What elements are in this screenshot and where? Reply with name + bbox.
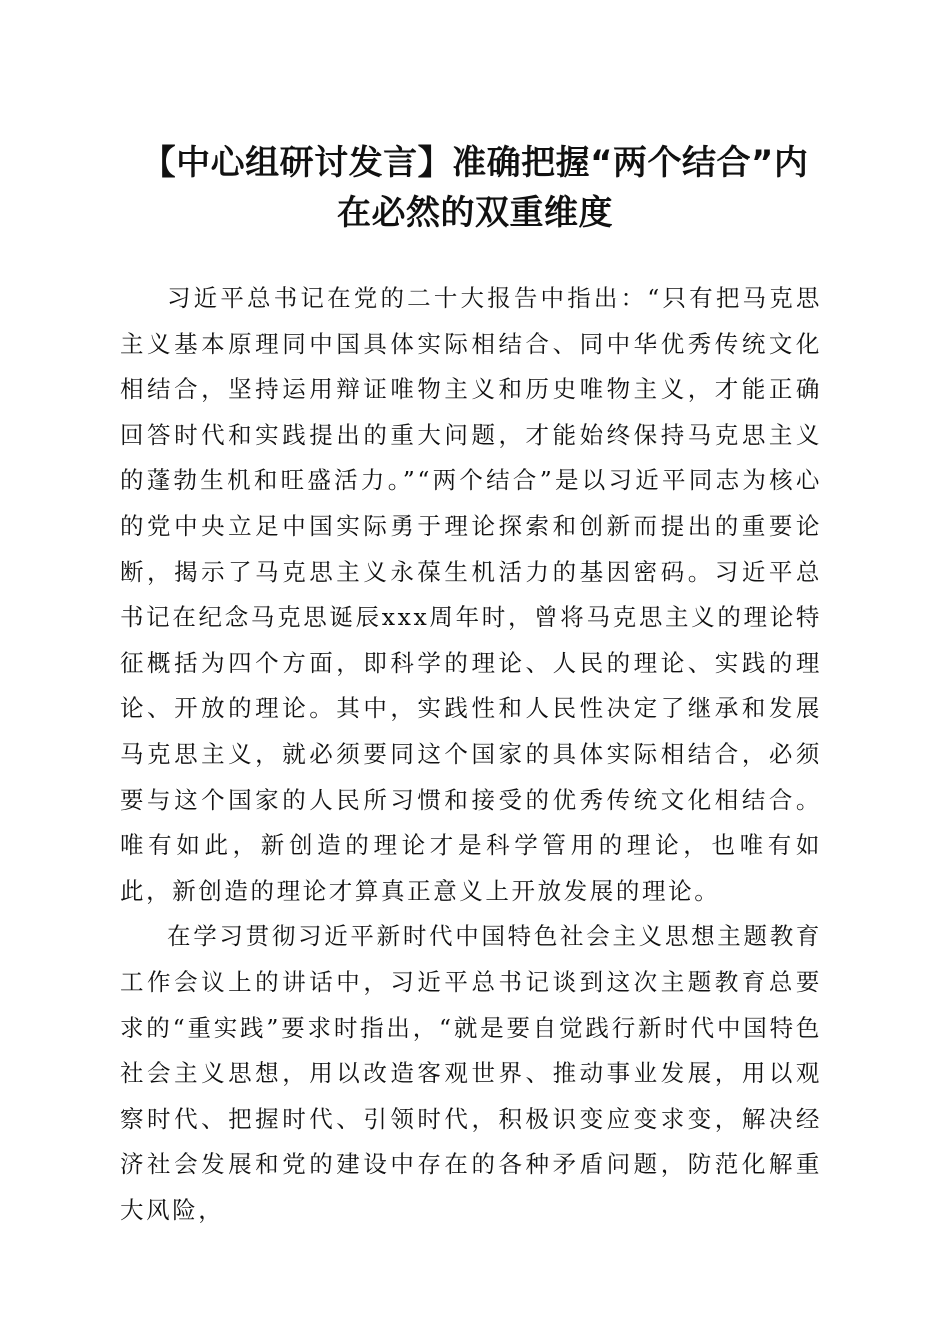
body-paragraph-2: 在学习贯彻习近平新时代中国特色社会主义思想主题教育工作会议上的讲话中，习近平总书记谈到这次主题教育总要求的“重实践”要求时指出，“就是要自觉践行新时代中国特色社会主义思想，用以改造客观世界、推动事业发展，用以观察时代、把握时代、引领时代，积极识变应变求变，解决经济社会发展和党的建设中存在的各种矛盾问题，防范化解重大风险， xyxy=(120,922,822,1224)
body-paragraph-1: 习近平总书记在党的二十大报告中指出：“只有把马克思主义基本原理同中国具体实际相结合、同中华优秀传统文化相结合，坚持运用辩证唯物主义和历史唯物主义，才能正确回答时代和实践提出的重大问题，才能始终保持马克思主义的蓬勃生机和旺盛活力。”“两个结合”是以习近平同志为核心的党中央立足中国实际勇于理论探索和创新而提出的重要论断，揭示了马克思主义永葆生机活力的基因密码。习近平总书记在纪念马克思诞辰xxx周年时，曾将马克思主义的理论特征概括为四个方面，即科学的理论、人民的理论、实践的理论、开放的理论。其中，实践性和人民性决定了继承和发展马克思主义，就必须要同这个国家的具体实际相结合，必须要与这个国家的人民所习惯和接受的优秀传统文化相结合。唯有如此，新创造的理论才是科学管用的理论，也唯有如此，新创造的理论才算真正意义上开放发展的理论。 xyxy=(120,284,822,905)
document-body xyxy=(120,276,822,1233)
document-title xyxy=(118,138,832,238)
title-line-2: 在必然的双重维度 xyxy=(337,193,613,233)
title-line-1: 【中心组研讨发言】准确把握“两个结合”内 xyxy=(141,143,809,183)
